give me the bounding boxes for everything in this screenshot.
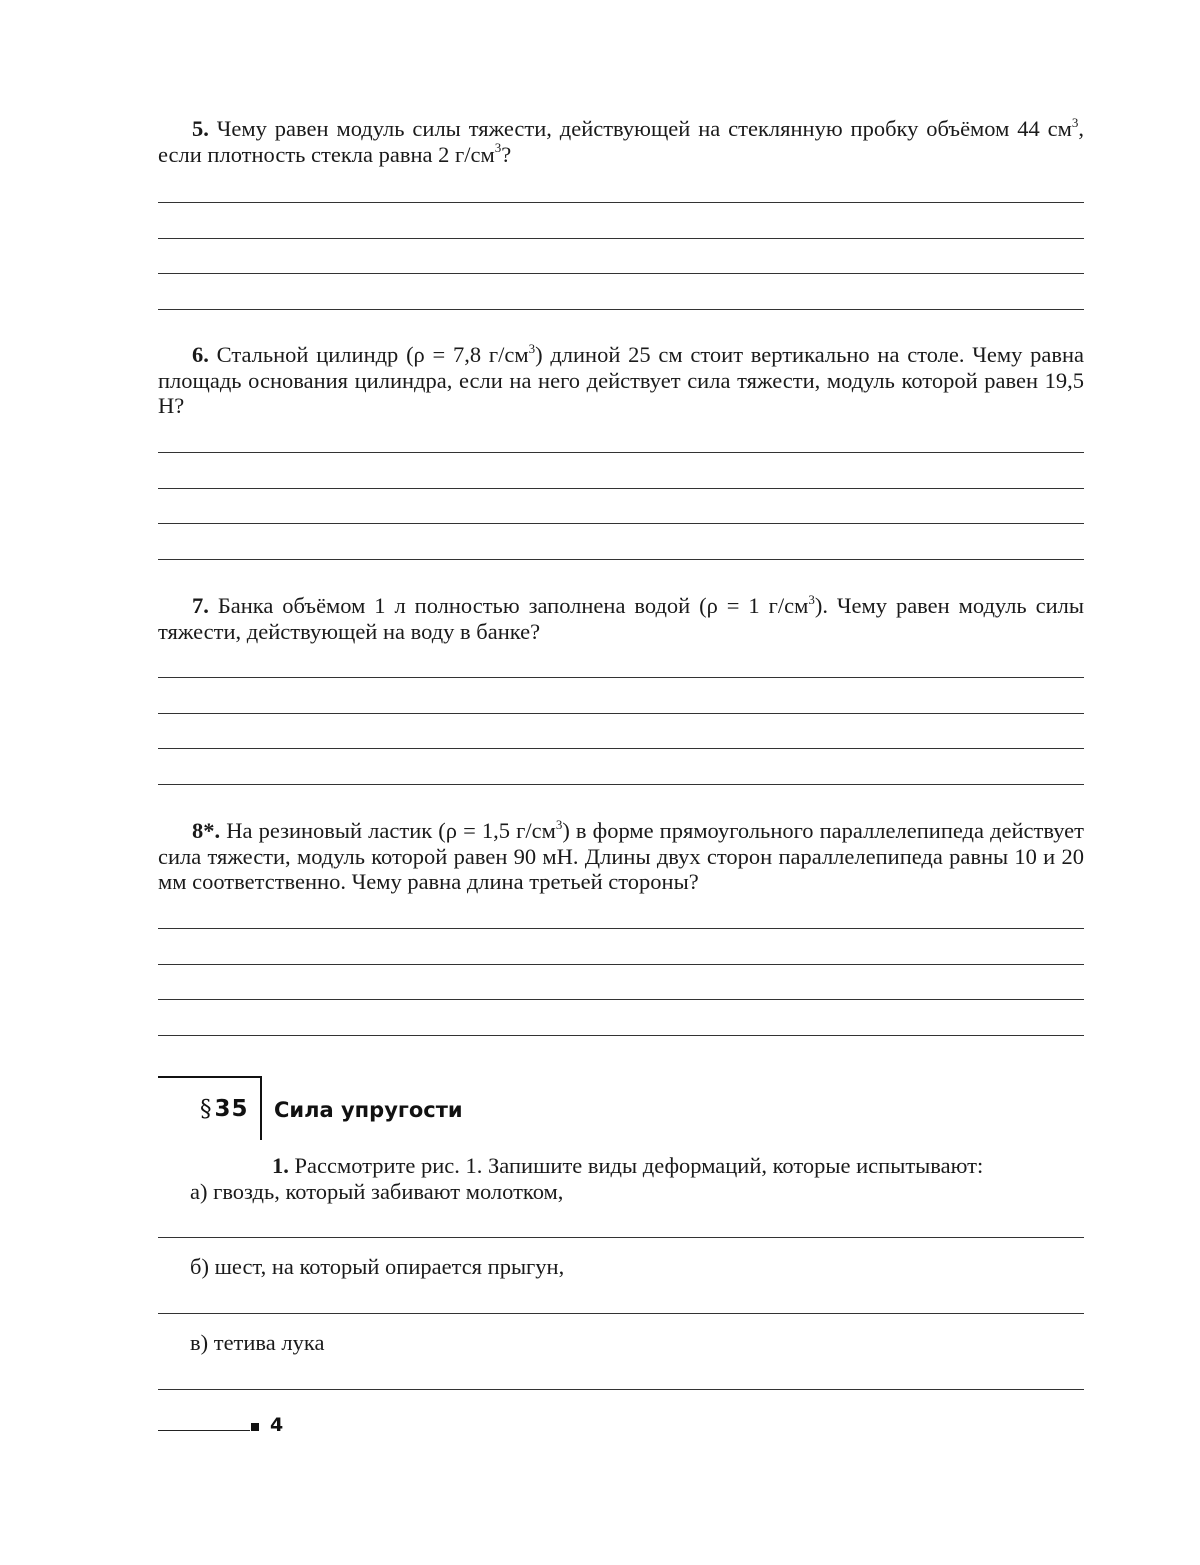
- question-number: 7.: [192, 593, 209, 618]
- answer-line[interactable]: [158, 202, 1084, 203]
- question-number: 5.: [192, 116, 209, 141]
- answer-line[interactable]: [158, 784, 1084, 785]
- answer-line[interactable]: [158, 713, 1084, 714]
- answer-line[interactable]: [158, 677, 1084, 678]
- answer-line[interactable]: [158, 238, 1084, 239]
- footer-rule: [158, 1430, 250, 1431]
- answer-line[interactable]: [158, 273, 1084, 274]
- task-number: 1.: [272, 1153, 289, 1178]
- answer-line[interactable]: [158, 1035, 1084, 1036]
- question-6: 6. Стальной цилиндр (ρ = 7,8 $г/см^3$) длиной 25 см стоит вертикально на столе. Чему равна площадь основания цилиндра, если на него действует сила тяжести, модуль которой равен 19,5 Н?: [158, 340, 1085, 418]
- question-7: 7. Банка объёмом 1 л полностью заполнена водой (ρ = 1 $г/см^3$). Чему равен модуль силы тяжести, действующей на воду в банке?: [158, 591, 1085, 644]
- answer-line[interactable]: [158, 452, 1084, 453]
- question-number: 8*.: [192, 818, 221, 843]
- task-item-a: а) гвоздь, который забивают молотком,: [190, 1179, 564, 1204]
- question-number: 6.: [192, 342, 209, 367]
- answer-line[interactable]: [158, 488, 1084, 489]
- section-heading: [158, 1076, 558, 1140]
- task-item-c: в) тетива лука: [190, 1330, 325, 1355]
- answer-line[interactable]: [158, 1389, 1084, 1390]
- question-8: 8*. На резиновый ластик (ρ = 1,5 $г/см^3$) в форме прямоугольного параллелепипеда действует сила тяжести, модуль которой равен 90 мН. Длины двух сторон параллелепипеда равны 10 и 20 мм соответственно. Чему равна длина третьей стороны?: [158, 816, 1085, 894]
- question-5: 5. Чему равен модуль силы тяжести, действующей на стеклянную пробку объёмом 44 $см^3$, если плотность стекла равна 2 $г/см^3$?: [158, 114, 1085, 167]
- task-item-b: б) шест, на который опирается прыгун,: [190, 1254, 565, 1279]
- answer-line[interactable]: [158, 748, 1084, 749]
- page-number: 4: [270, 1414, 284, 1436]
- answer-line[interactable]: [158, 928, 1084, 929]
- answer-line[interactable]: [158, 1313, 1084, 1314]
- answer-line[interactable]: [158, 309, 1084, 310]
- section-title: Сила упругости: [274, 1098, 463, 1122]
- footer-square-icon: [251, 1423, 259, 1431]
- answer-line[interactable]: [158, 999, 1084, 1000]
- answer-line[interactable]: [158, 559, 1084, 560]
- section-number: §35: [200, 1096, 249, 1122]
- task-1: 1. Рассмотрите рис. 1. Запишите виды деформаций, которые испытывают:: [272, 1153, 984, 1178]
- answer-line[interactable]: [158, 1237, 1084, 1238]
- answer-line[interactable]: [158, 523, 1084, 524]
- answer-line[interactable]: [158, 964, 1084, 965]
